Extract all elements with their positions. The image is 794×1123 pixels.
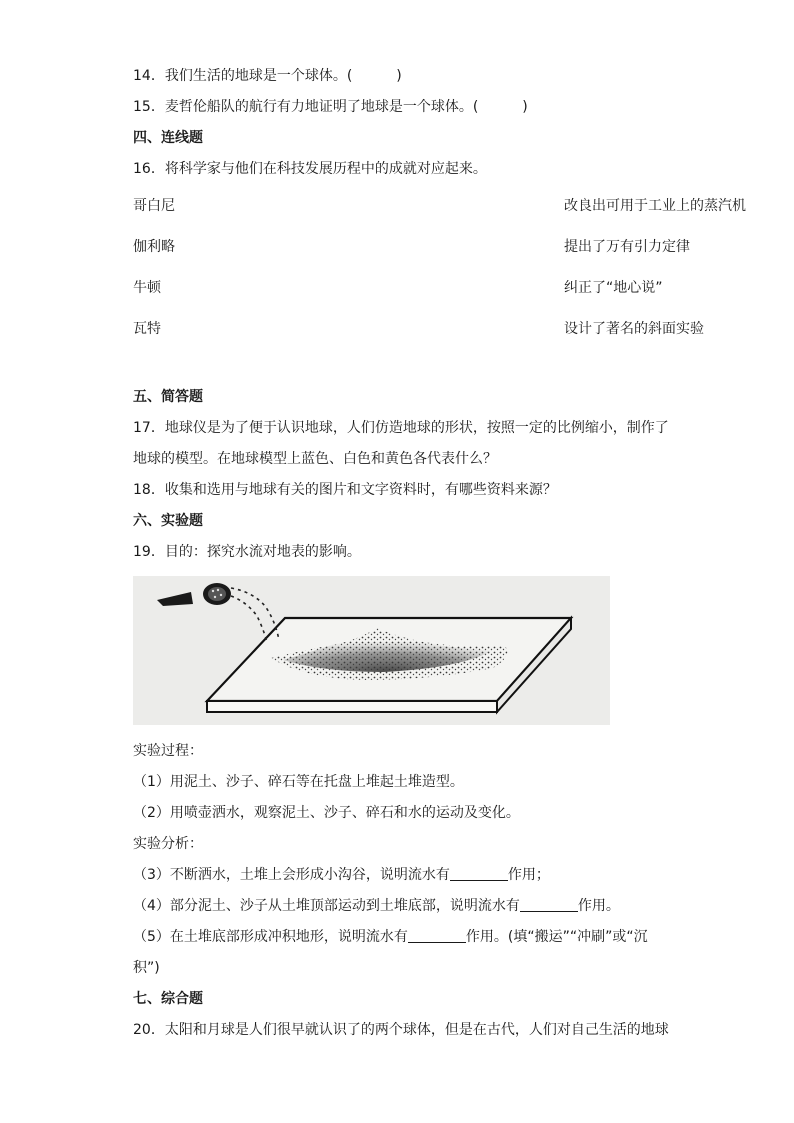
water-stream-2 [231,596,267,642]
analysis-5-text: （5）在土堆底部形成冲积地形，说明流水有 [133,929,408,945]
analysis-5-suffix: 作用。(填“搬运”“冲刷”或“沉 [465,929,648,945]
answer-blank-5[interactable] [408,928,466,943]
question-17-line-2: 地球的模型。在地球模型上蓝色、白色和黄色各代表什么？ [133,451,497,467]
match-left-4[interactable]: 瓦特 [133,321,161,337]
section-6-heading: 六、实验题 [133,513,203,529]
question-16: 16．将科学家与他们在科技发展历程中的成就对应起来。 [133,161,487,177]
analysis-4-suffix: 作用。 [577,898,620,914]
analysis-4 [133,896,620,916]
watering-can-icon [157,583,231,606]
match-right-1[interactable]: 改良出可用于工业上的蒸汽机 [564,198,746,214]
match-right-3[interactable]: 纠正了“地心说” [564,280,663,296]
question-15 [133,97,528,117]
answer-blank-4[interactable] [520,897,578,912]
question-14-text: 14．我们生活的地球是一个球体。( [133,68,353,84]
section-4-heading: 四、连线题 [133,130,203,146]
match-left-2[interactable]: 伽利略 [133,239,175,255]
question-15-text: 15．麦哲伦船队的航行有力地证明了地球是一个球体。( [133,99,479,115]
question-17-line-1: 17．地球仪是为了便于认识地球，人们仿造地球的形状，按照一定的比例缩小，制作了 [133,420,669,436]
sand-mound-tray-illustration [133,576,610,725]
experiment-figure [133,576,610,725]
analysis-5-line-2: 积”) [133,960,160,976]
section-5-heading: 五、简答题 [133,389,203,405]
process-step-1: （1）用泥土、沙子、碎石等在托盘上堆起土堆造型。 [133,774,464,790]
analysis-5 [133,927,648,947]
match-left-1[interactable]: 哥白尼 [133,198,175,214]
section-7-heading: 七、综合题 [133,991,203,1007]
question-14-close: ) [396,68,402,84]
match-left-3[interactable]: 牛顿 [133,280,161,296]
analysis-3-suffix: 作用； [507,867,550,883]
analysis-4-text: （4）部分泥土、沙子从土堆顶部运动到土堆底部，说明流水有 [133,898,520,914]
question-18: 18．收集和选用与地球有关的图片和文字资料时，有哪些资料来源？ [133,482,557,498]
analysis-3-text: （3）不断洒水，土堆上会形成小沟谷，说明流水有 [133,867,450,883]
question-20: 20．太阳和月球是人们很早就认识了的两个球体，但是在古代，人们对自己生活的地球 [133,1022,669,1038]
answer-blank-3[interactable] [450,866,508,881]
tray-front-edge [207,701,497,712]
match-right-2[interactable]: 提出了万有引力定律 [564,239,690,255]
analysis-3 [133,865,550,885]
match-right-4[interactable]: 设计了著名的斜面实验 [564,321,704,337]
question-15-close: ) [522,99,528,115]
question-14 [133,66,402,86]
process-step-2: （2）用喷壶洒水，观察泥土、沙子、碎石和水的运动及变化。 [133,805,520,821]
question-19-purpose: 19．目的：探究水流对地表的影响。 [133,544,361,560]
process-label: 实验过程： [133,743,203,759]
analysis-label: 实验分析： [133,836,203,852]
